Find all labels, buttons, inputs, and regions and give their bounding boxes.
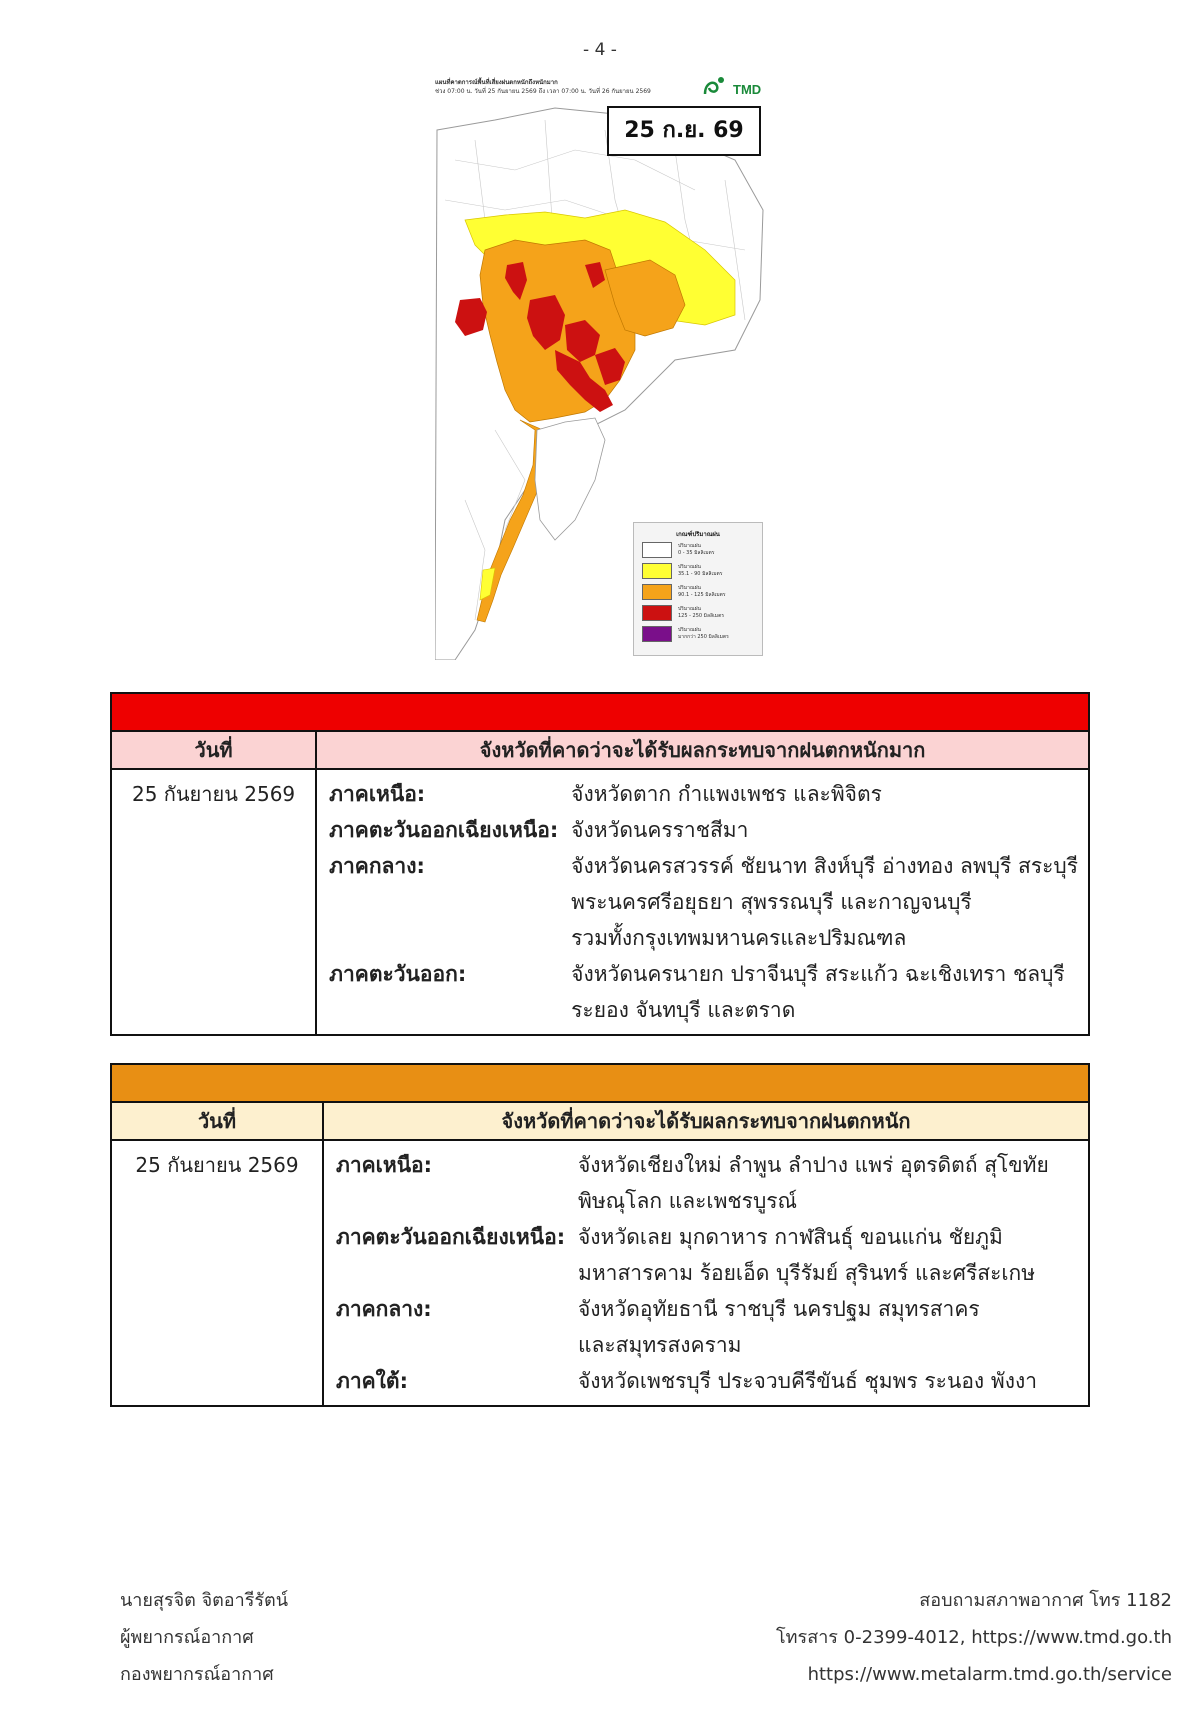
region-provinces: จังหวัดตาก กำแพงเพชร และพิจิตร [571, 782, 882, 806]
legend-title: เกณฑ์ปริมาณฝน [676, 531, 720, 538]
provinces-column-header: จังหวัดที่คาดว่าจะได้รับผลกระทบจากฝนตกหนัก [323, 1102, 1089, 1140]
forecaster-division: กองพยากรณ์อากาศ [120, 1664, 274, 1685]
region-provinces: จังหวัดนครนายก ปราจีนบุรี สระแก้ว ฉะเชิงเทรา ชลบุรี ระยอง จันทบุรี และตราด [571, 962, 1065, 1022]
date-column-header: วันที่ [111, 731, 316, 769]
footer-forecaster [120, 1582, 288, 1693]
legend-swatch [642, 584, 672, 600]
page-number: - 4 - [583, 40, 617, 60]
region-provinces: จังหวัดเพชรบุรี ประจวบคีรีขันธ์ ชุมพร ระนอง พังงา [578, 1369, 1038, 1393]
regions-cell [316, 769, 1089, 1035]
region-label: ภาคเหนือ: [329, 782, 426, 806]
region-row [329, 812, 1078, 848]
date-column-header: วันที่ [111, 1102, 323, 1140]
contact-fax-website: โทรสาร 0-2399-4012, https://www.tmd.go.th [776, 1627, 1172, 1648]
legend-swatch [642, 605, 672, 621]
region-row [329, 956, 1078, 1028]
legend-item [634, 623, 762, 644]
forecaster-name: นายสุรจิต จิตอารีรัตน์ [120, 1590, 289, 1611]
footer-contact [776, 1582, 1172, 1693]
map-legend [633, 522, 763, 656]
contact-service-link[interactable]: https://www.metalarm.tmd.go.th/service [807, 1664, 1172, 1685]
legend-item [634, 602, 762, 623]
legend-swatch [642, 626, 672, 642]
rainfall-risk-map [435, 72, 765, 660]
legend-label: ปริมาณฝน 0 - 35 มิลลิเมตร [678, 542, 715, 556]
region-row [329, 776, 1078, 812]
legend-label: ปริมาณฝน 125 - 250 มิลลิเมตร [678, 605, 725, 619]
tmd-logo-icon [699, 74, 763, 100]
legend-label: ปริมาณฝน มากกว่า 250 มิลลิเมตร [678, 626, 729, 640]
forecaster-title: ผู้พยากรณ์อากาศ [120, 1627, 254, 1648]
region-row [336, 1291, 1078, 1363]
legend-item [634, 560, 762, 581]
legend-swatch [642, 542, 672, 558]
region-provinces: จังหวัดนครสวรรค์ ชัยนาท สิงห์บุรี อ่างทอง ลพบุรี สระบุรี พระนครศรีอยุธยา สุพรรณบุรี และกาญจนบุรี รวมทั้งกรุงเทพมหานครและปริมณฑล [571, 854, 1078, 950]
regions-cell [323, 1140, 1089, 1406]
region-provinces: จังหวัดเชียงใหม่ ลำพูน ลำปาง แพร่ อุตรดิตถ์ สุโขทัย พิษณุโลก และเพชรบูรณ์ [578, 1153, 1049, 1213]
region-provinces: จังหวัดนครราชสีมา [571, 818, 749, 842]
map-title: แผนที่คาดการณ์พื้นที่เสี่ยงฝนตกหนักถึงหนักมาก [435, 79, 558, 86]
legend-item [634, 539, 762, 560]
very-heavy-rain-table [110, 692, 1090, 1036]
region-provinces: จังหวัดอุทัยธานี ราชบุรี นครปฐม สมุทรสาคร และสมุทรสงคราม [578, 1297, 980, 1357]
legend-swatch [642, 563, 672, 579]
legend-label: ปริมาณฝน 90.1 - 125 มิลลิเมตร [678, 584, 726, 598]
heavy-rain-table [110, 1063, 1090, 1407]
region-label: ภาคกลาง: [336, 1297, 432, 1321]
map-date-label: 25 ก.ย. 69 [607, 106, 761, 156]
legend-item [634, 581, 762, 602]
region-label: ภาคตะวันออก: [329, 962, 467, 986]
region-row [336, 1147, 1078, 1219]
region-label: ภาคเหนือ: [336, 1153, 433, 1177]
region-row [336, 1363, 1078, 1399]
region-row [336, 1219, 1078, 1291]
region-label: ภาคกลาง: [329, 854, 425, 878]
very-heavy-rain-band [111, 693, 1089, 731]
logo-text: TMD [733, 82, 762, 97]
region-label: ภาคตะวันออกเฉียงเหนือ: [336, 1225, 566, 1249]
provinces-column-header: จังหวัดที่คาดว่าจะได้รับผลกระทบจากฝนตกหนักมาก [316, 731, 1089, 769]
date-cell: 25 กันยายน 2569 [111, 1140, 323, 1406]
region-row [329, 848, 1078, 956]
legend-label: ปริมาณฝน 35.1 - 90 มิลลิเมตร [678, 563, 723, 577]
region-provinces: จังหวัดเลย มุกดาหาร กาฬสินธุ์ ขอนแก่น ชัยภูมิ มหาสารคาม ร้อยเอ็ด บุรีรัมย์ สุรินทร์ และศรีสะเกษ [578, 1225, 1036, 1285]
region-label: ภาคตะวันออกเฉียงเหนือ: [329, 818, 559, 842]
heavy-rain-band [111, 1064, 1089, 1102]
region-label: ภาคใต้: [336, 1369, 408, 1393]
map-subtitle: ช่วง 07:00 น. วันที่ 25 กันยายน 2569 ถึง เวลา 07:00 น. วันที่ 26 กันยายน 2569 [435, 88, 651, 95]
contact-phone: สอบถามสภาพอากาศ โทร 1182 [919, 1590, 1172, 1611]
map-header [435, 78, 675, 96]
date-cell: 25 กันยายน 2569 [111, 769, 316, 1035]
